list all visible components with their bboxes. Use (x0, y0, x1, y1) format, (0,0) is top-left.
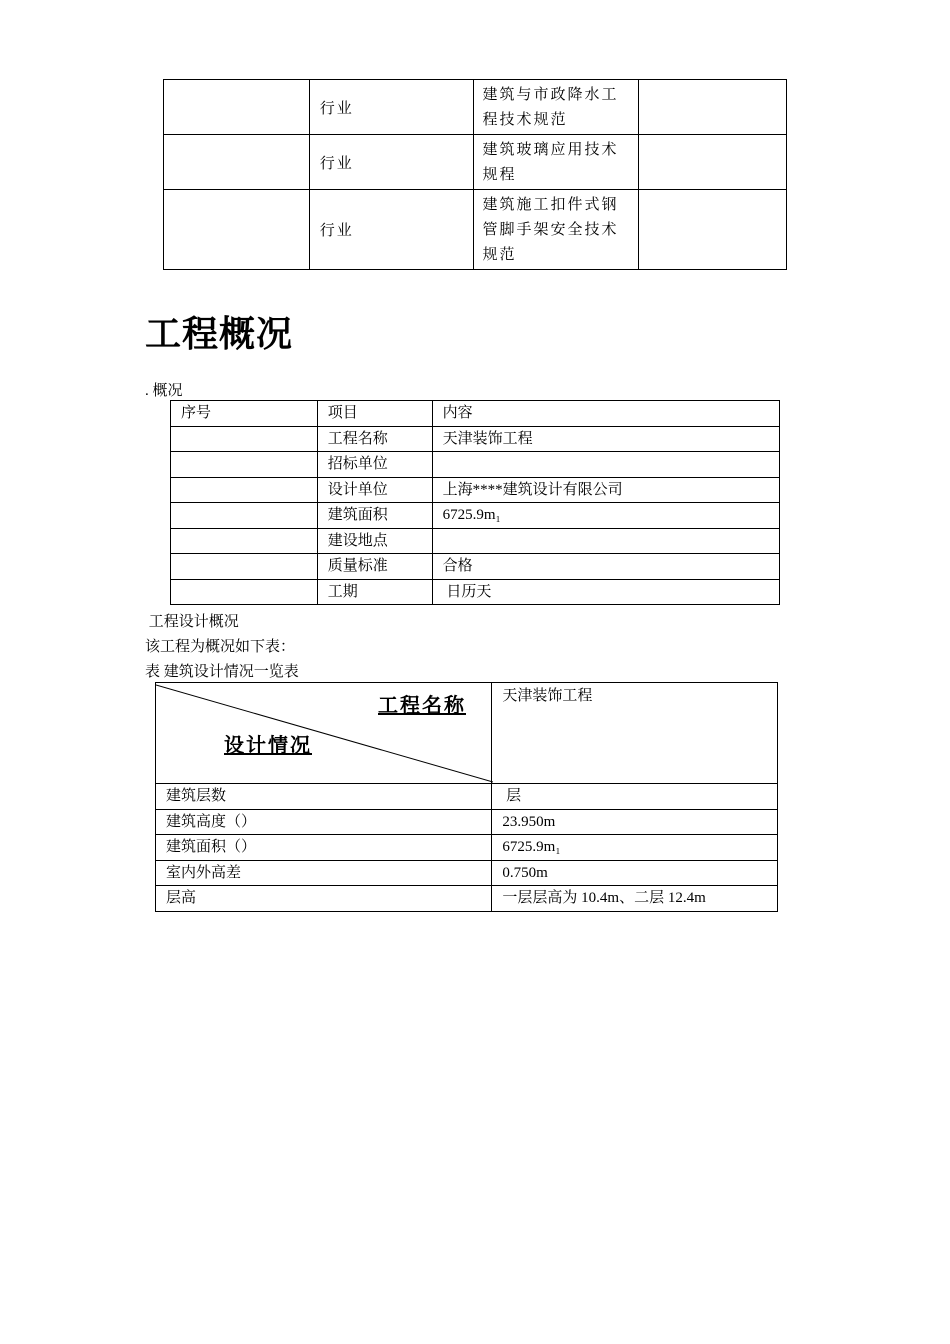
row-no (171, 579, 318, 605)
standard-code (639, 190, 787, 270)
standard-code (639, 135, 787, 190)
standard-name: 建筑与市政降水工程技术规范 (474, 80, 639, 135)
table-row (171, 554, 780, 580)
design-table (155, 682, 778, 912)
row-item: 建设地点 (317, 528, 432, 554)
row-value: 层 (492, 784, 778, 810)
row-no (171, 554, 318, 580)
table-row (164, 135, 787, 190)
row-no (171, 426, 318, 452)
standard-name: 建筑施工扣件式钢管脚手架安全技术规范 (474, 190, 639, 270)
table-header-row (171, 401, 780, 427)
standard-no (164, 190, 310, 270)
row-no (171, 503, 318, 529)
row-value: 6725.9m₁ (492, 835, 778, 861)
row-item: 建筑面积 (317, 503, 432, 529)
row-label: 建筑高度（） (156, 809, 492, 835)
row-item: 招标单位 (317, 452, 432, 478)
row-content: 合格 (432, 554, 779, 580)
standard-type: 行业 (309, 80, 474, 135)
intro-text: 该工程为概况如下表： (145, 639, 296, 655)
table-row (171, 579, 780, 605)
table-header-row (156, 683, 778, 784)
row-item: 质量标准 (317, 554, 432, 580)
table-row (171, 426, 780, 452)
table-row (156, 809, 778, 835)
table-row (171, 452, 780, 478)
row-content (432, 528, 779, 554)
row-content: 日历天 (432, 579, 779, 605)
standard-code (639, 80, 787, 135)
row-content: 天津装饰工程 (432, 426, 779, 452)
row-label: 建筑面积（） (156, 835, 492, 861)
standards-table (163, 79, 787, 270)
standard-no (164, 135, 310, 190)
table-row (156, 835, 778, 861)
diagonal-header-cell (156, 683, 492, 784)
header-content: 内容 (432, 401, 779, 427)
row-value: 一层层高为 10.4m、二层 12.4m (492, 886, 778, 912)
table-row (164, 190, 787, 270)
table-caption: 表 建筑设计情况一览表 (145, 664, 299, 680)
row-item: 工程名称 (317, 426, 432, 452)
header-item: 项目 (317, 401, 432, 427)
row-content: 上海****建筑设计有限公司 (432, 477, 779, 503)
overview-table (170, 400, 780, 605)
design-overview-label: 工程设计概况 (145, 614, 239, 630)
section-heading: 工程概况 (145, 314, 294, 355)
table-row (156, 860, 778, 886)
row-value: 0.750m (492, 860, 778, 886)
diagonal-bottom-label: 设计情况 (224, 733, 312, 757)
row-content (432, 452, 779, 478)
row-label: 层高 (156, 886, 492, 912)
table-row (156, 784, 778, 810)
table-row (171, 503, 780, 529)
table-row (156, 886, 778, 912)
table-row (171, 528, 780, 554)
row-no (171, 452, 318, 478)
standard-type: 行业 (309, 190, 474, 270)
diagonal-top-label: 工程名称 (378, 693, 466, 717)
header-no: 序号 (171, 401, 318, 427)
row-label: 室内外高差 (156, 860, 492, 886)
table-row (171, 477, 780, 503)
project-name-cell: 天津装饰工程 (492, 683, 778, 784)
standard-name: 建筑玻璃应用技术规程 (474, 135, 639, 190)
table-row (164, 80, 787, 135)
standard-no (164, 80, 310, 135)
row-content: 6725.9m₁ (432, 503, 779, 529)
standard-type: 行业 (309, 135, 474, 190)
row-label: 建筑层数 (156, 784, 492, 810)
overview-label: . 概况 (145, 383, 183, 399)
row-item: 工期 (317, 579, 432, 605)
row-value: 23.950m (492, 809, 778, 835)
row-no (171, 528, 318, 554)
row-item: 设计单位 (317, 477, 432, 503)
row-no (171, 477, 318, 503)
